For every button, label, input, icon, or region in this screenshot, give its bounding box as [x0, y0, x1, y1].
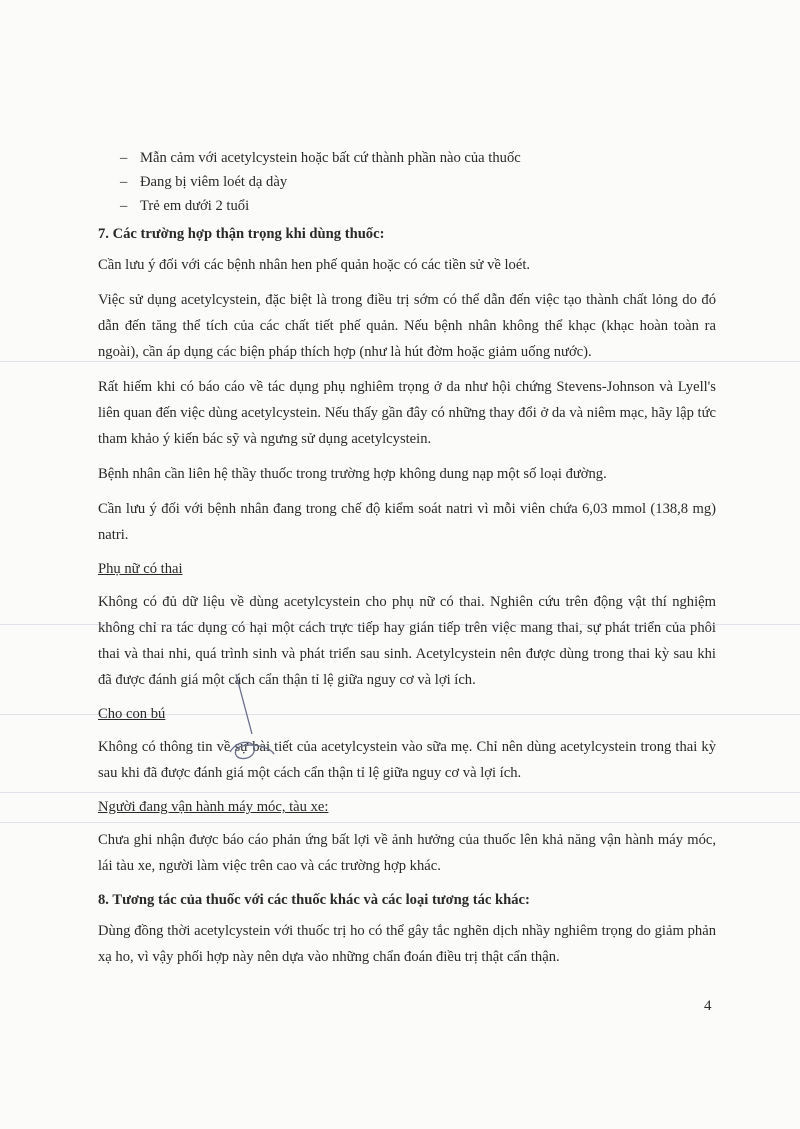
- section-8-text: Dùng đồng thời acetylcystein với thuốc trị ho có thể gây tắc nghẽn dịch nhầy nghiêm trọng do giảm phản xạ ho, vì vậy phối hợp này nên dựa vào những chẩn đoán điều trị thật cẩn thận.: [98, 923, 716, 965]
- lactation-heading: Cho con bú: [98, 706, 166, 722]
- contraindication-list: [98, 146, 716, 218]
- driving-heading: Người đang vận hành máy móc, tàu xe:: [98, 799, 329, 815]
- section-8-heading: 8. Tương tác của thuốc với các thuốc khác và các loại tương tác khác:: [98, 892, 530, 908]
- paragraph: Bệnh nhân cần liên hệ thầy thuốc trong trường hợp không dung nạp một số loại đường.: [98, 466, 607, 482]
- bullet-dash: –: [120, 174, 128, 190]
- paragraph: Việc sử dụng acetylcystein, đặc biệt là trong điều trị sớm có thể dẫn đến việc tạo thành chất lỏng do đó dẫn đến tăng thể tích của các chất tiết phế quản. Nếu bệnh nhân không thể khạc (khạc hoàn toàn ra ngoài), cần áp dụng các biện pháp thích hợp (như là hút đờm hoặc giảm uống nước).: [98, 292, 716, 360]
- lactation-text: Không có thông tin về sự bài tiết của acetylcystein vào sữa mẹ. Chỉ nên dùng acetylcystein trong thai kỳ sau khi đã được đánh giá một cách cẩn thận tỉ lệ giữa nguy cơ và lợi ích.: [98, 739, 716, 781]
- bullet-dash: –: [120, 150, 128, 166]
- list-item: [98, 146, 716, 170]
- paragraph: Cần lưu ý đối với các bệnh nhân hen phế quản hoặc có các tiền sử về loét.: [98, 257, 531, 273]
- driving-text: Chưa ghi nhận được báo cáo phản ứng bất lợi về ảnh hưởng của thuốc lên khả năng vận hành máy móc, lái tàu xe, người làm việc trên cao và các trường hợp khác.: [98, 832, 716, 874]
- pregnancy-text: Không có đủ dữ liệu về dùng acetylcystein cho phụ nữ có thai. Nghiên cứu trên động vật thí nghiệm không chỉ ra tác dụng có hại một cách trực tiếp hay gián tiếp trên việc mang thai, sự phát triển của phôi thai và thai nhi, quá trình sinh và phát triển sau sinh. Acetylcystein nên được dùng trong thai kỳ sau khi đã được đánh giá một cách cẩn thận tỉ lệ giữa nguy cơ và lợi ích.: [98, 594, 716, 688]
- pregnancy-heading: Phụ nữ có thai: [98, 561, 183, 577]
- list-item-text: Mẫn cảm với acetylcystein hoặc bất cứ thành phần nào của thuốc: [140, 150, 521, 166]
- document-body: [98, 146, 716, 979]
- page-number: 4: [704, 998, 712, 1014]
- list-item: [98, 194, 716, 218]
- bullet-dash: –: [120, 198, 128, 214]
- paragraph: Rất hiếm khi có báo cáo về tác dụng phụ nghiêm trọng ở da như hội chứng Stevens-Johnson và Lyell's liên quan đến việc dùng acetylcystein. Nếu thấy gần đây có những thay đổi ở da và niêm mạc, hãy lập tức tham khảo ý kiến bác sỹ và ngưng sử dụng acetylcystein.: [98, 379, 716, 447]
- list-item-text: Đang bị viêm loét dạ dày: [140, 174, 288, 190]
- list-item-text: Trẻ em dưới 2 tuổi: [140, 198, 250, 214]
- paragraph: Cần lưu ý đối với bệnh nhân đang trong chế độ kiểm soát natri vì mỗi viên chứa 6,03 mmol (138,8 mg) natri.: [98, 501, 716, 543]
- section-7-heading: 7. Các trường hợp thận trọng khi dùng thuốc:: [98, 226, 385, 242]
- pen-mark: [222, 672, 282, 772]
- list-item: [98, 170, 716, 194]
